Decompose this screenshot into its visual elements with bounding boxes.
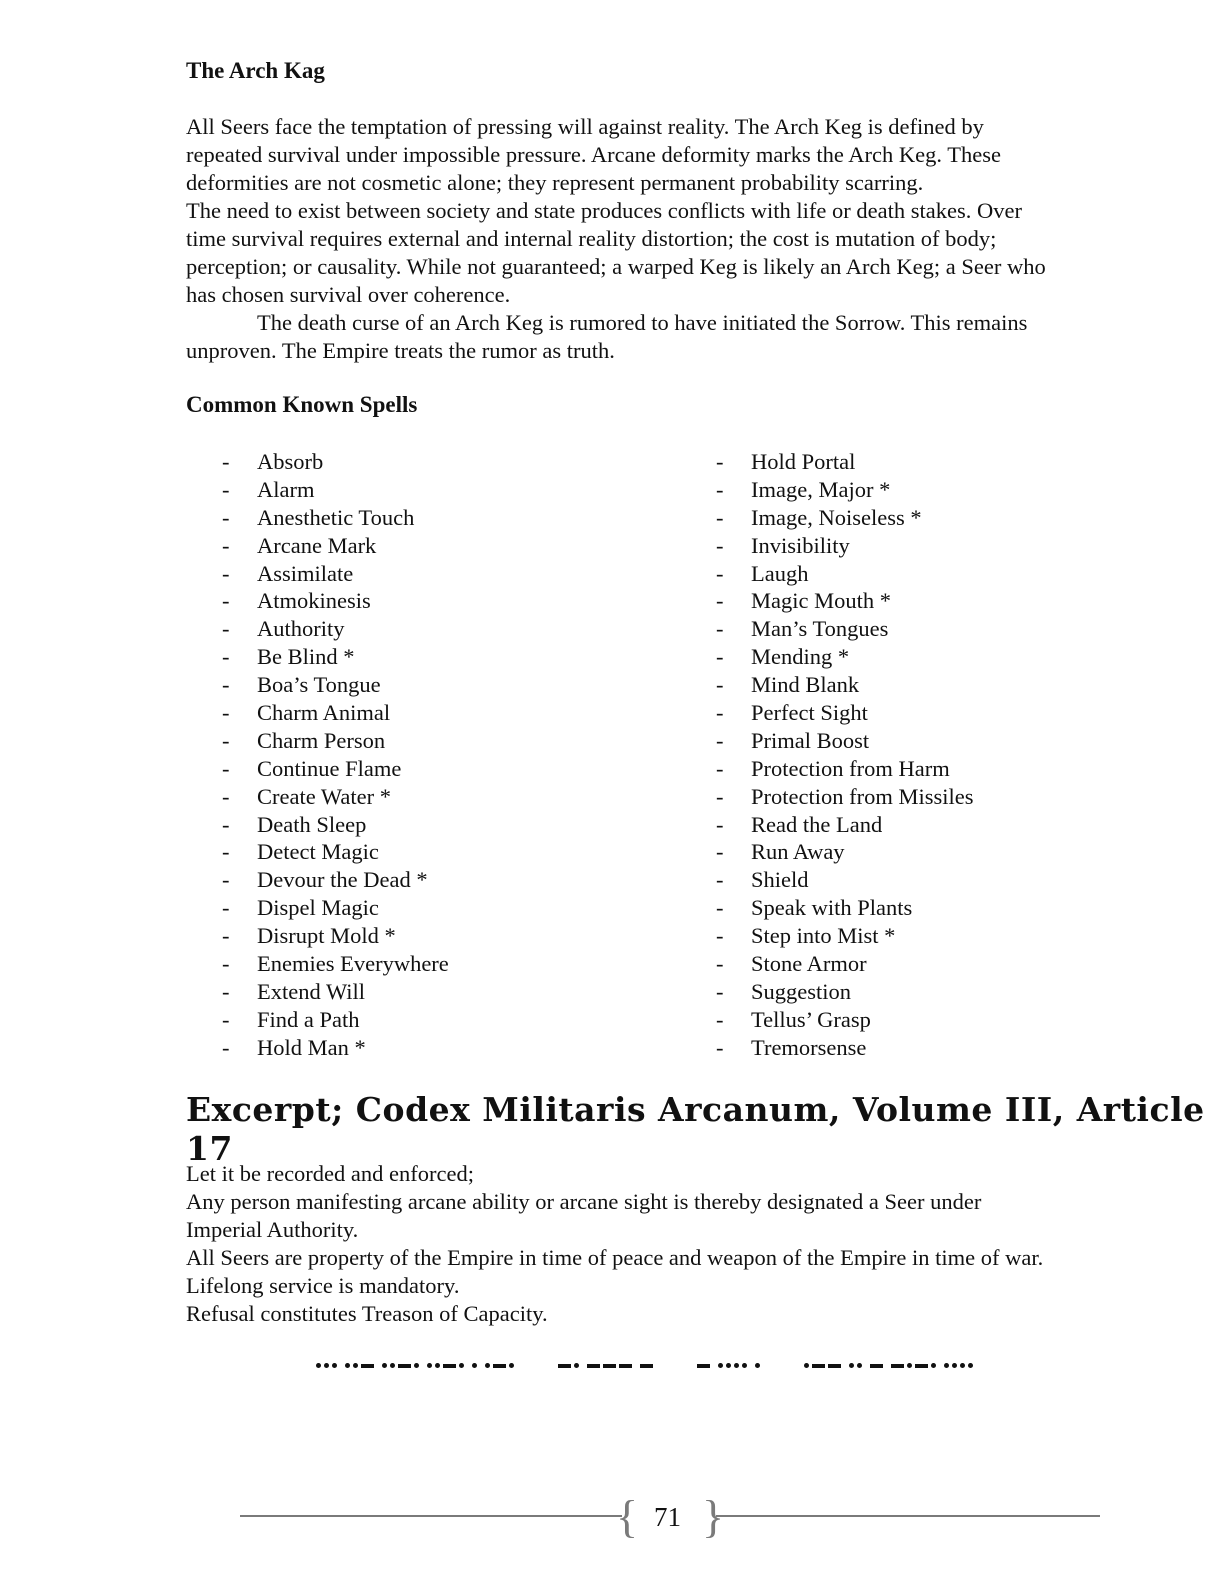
- morse-dash: [870, 1364, 883, 1368]
- bullet-dash: -: [222, 895, 230, 921]
- morse-dash: [493, 1364, 506, 1368]
- morse-letter: [382, 1363, 419, 1368]
- morse-dot: [849, 1363, 854, 1368]
- morse-dot: [718, 1363, 723, 1368]
- bullet-dash: -: [222, 951, 230, 977]
- bullet-dash: -: [716, 504, 724, 530]
- spell-name: Detect Magic: [257, 839, 379, 865]
- morse-letter: [891, 1363, 936, 1368]
- text-line: has chosen survival over coherence.: [186, 282, 511, 307]
- morse-letter: [718, 1363, 747, 1368]
- morse-dash: [603, 1364, 616, 1368]
- morse-dot: [427, 1363, 432, 1368]
- text-line: All Seers face the temptation of pressing will against reality. The Arch Keg is defined by: [186, 114, 984, 139]
- spell-name: Image, Major *: [751, 476, 891, 502]
- morse-letter: [697, 1363, 710, 1368]
- morse-dash: [398, 1364, 411, 1368]
- bullet-dash: -: [716, 783, 724, 809]
- bullet-dash: -: [222, 672, 230, 698]
- excerpt-title: Excerpt; Codex Militaris Arcanum, Volume III, Article 17: [186, 1090, 1205, 1168]
- morse-dot: [332, 1363, 337, 1368]
- morse-dash: [587, 1364, 600, 1368]
- morse-dot: [435, 1363, 440, 1368]
- spell-name: Protection from Harm: [751, 755, 950, 781]
- morse-dot: [907, 1363, 912, 1368]
- spell-name: Find a Path: [257, 1006, 360, 1032]
- spell-name: Mending *: [751, 644, 850, 670]
- bullet-dash: -: [716, 532, 724, 558]
- bullet-dash: -: [716, 1034, 724, 1060]
- text-line: perception; or causality. While not guaranteed; a warped Keg is likely an Arch Keg; a Seer who: [186, 254, 1046, 279]
- bullet-dash: -: [222, 1006, 230, 1032]
- bullet-dash: -: [716, 978, 724, 1004]
- text-line: Imperial Authority.: [186, 1217, 359, 1242]
- morse-dot: [960, 1363, 965, 1368]
- bullet-dash: -: [716, 1006, 724, 1032]
- bullet-dash: -: [222, 532, 230, 558]
- bullet-dash: -: [222, 978, 230, 1004]
- text-line: time survival requires external and internal reality distortion; the cost is mutation of body;: [186, 226, 997, 251]
- arch-keg-paragraph-1: [186, 113, 1046, 365]
- spell-name: Protection from Missiles: [751, 783, 974, 809]
- bullet-dash: -: [716, 644, 724, 670]
- spell-name: Stone Armor: [751, 951, 867, 977]
- morse-letter: [472, 1363, 477, 1368]
- morse-word: [697, 1363, 760, 1368]
- morse-dot: [353, 1363, 358, 1368]
- morse-dot: [472, 1363, 477, 1368]
- morse-dot: [414, 1363, 419, 1368]
- morse-dot: [316, 1363, 321, 1368]
- morse-word: [316, 1363, 514, 1368]
- morse-dot: [755, 1363, 760, 1368]
- bullet-dash: -: [222, 449, 230, 474]
- spell-name: Read the Land: [751, 811, 883, 837]
- spell-name: Perfect Sight: [751, 700, 868, 726]
- bullet-dash: -: [222, 923, 230, 949]
- spell-name: Magic Mouth *: [751, 588, 891, 614]
- text-line: Any person manifesting arcane ability or arcane sight is thereby designated a Seer under: [186, 1189, 982, 1214]
- bullet-dash: -: [222, 867, 230, 893]
- spell-name: Shield: [751, 867, 809, 893]
- spell-name: Dispel Magic: [257, 895, 379, 921]
- spell-name: Image, Noiseless *: [751, 504, 922, 530]
- bullet-dash: -: [716, 895, 724, 921]
- morse-letter: [640, 1363, 653, 1368]
- bullet-dash: -: [222, 1034, 230, 1060]
- text-line: All Seers are property of the Empire in time of peace and weapon of the Empire in time of war.: [186, 1245, 1044, 1270]
- section-title: The Arch Kag: [186, 58, 325, 83]
- spell-name: Tellus’ Grasp: [751, 1006, 871, 1032]
- bullet-dash: -: [716, 867, 724, 893]
- spell-name: Enemies Everywhere: [257, 951, 449, 977]
- spell-name: Boa’s Tongue: [257, 672, 381, 698]
- morse-dash: [640, 1364, 653, 1368]
- spell-name: Atmokinesis: [257, 588, 371, 614]
- bullet-dash: -: [716, 476, 724, 502]
- morse-dash: [828, 1364, 841, 1368]
- morse-dash: [697, 1364, 710, 1368]
- morse-dot: [509, 1363, 514, 1368]
- page-number: 71: [654, 1502, 681, 1532]
- morse-dash: [915, 1364, 928, 1368]
- text-line: Lifelong service is mandatory.: [186, 1273, 460, 1298]
- bullet-dash: -: [716, 839, 724, 865]
- morse-letter: [870, 1363, 883, 1368]
- bullet-dash: -: [716, 449, 724, 474]
- spell-name: Man’s Tongues: [751, 616, 889, 642]
- right-brace-icon: }: [702, 1491, 725, 1542]
- morse-dot: [952, 1363, 957, 1368]
- spell-name: Invisibility: [751, 532, 850, 558]
- morse-dot: [382, 1363, 387, 1368]
- spells-title: Common Known Spells: [186, 392, 418, 417]
- spell-name: Anesthetic Touch: [257, 504, 415, 530]
- spell-name: Mind Blank: [751, 672, 860, 698]
- morse-letter: [755, 1363, 760, 1368]
- bullet-dash: -: [222, 811, 230, 837]
- spell-name: Devour the Dead *: [257, 867, 428, 893]
- excerpt-text: [186, 1160, 1043, 1328]
- bullet-dash: -: [222, 616, 230, 642]
- morse-dot: [742, 1363, 747, 1368]
- morse-dot: [931, 1363, 936, 1368]
- morse-letter: [345, 1363, 374, 1368]
- spell-name: Authority: [257, 616, 345, 642]
- morse-letter: [427, 1363, 464, 1368]
- spell-name: Death Sleep: [257, 811, 367, 837]
- morse-dash: [558, 1364, 571, 1368]
- morse-dash: [443, 1364, 456, 1368]
- spell-name: Disrupt Mold *: [257, 923, 396, 949]
- spell-name: Hold Man *: [257, 1034, 366, 1060]
- spell-name: Hold Portal: [751, 449, 856, 474]
- bullet-dash: -: [716, 727, 724, 753]
- morse-dash: [361, 1364, 374, 1368]
- bullet-dash: -: [716, 616, 724, 642]
- spell-name: Be Blind *: [257, 644, 355, 670]
- spell-name: Tremorsense: [751, 1034, 867, 1060]
- bullet-dash: -: [716, 923, 724, 949]
- morse-letter: [558, 1363, 579, 1368]
- left-brace-icon: {: [616, 1491, 639, 1542]
- bullet-dash: -: [716, 560, 724, 586]
- bullet-dash: -: [716, 672, 724, 698]
- bullet-dash: -: [222, 504, 230, 530]
- morse-dot: [726, 1363, 731, 1368]
- morse-dash: [812, 1364, 825, 1368]
- spell-name: Primal Boost: [751, 727, 870, 753]
- bullet-dash: -: [222, 700, 230, 726]
- morse-dot: [968, 1363, 973, 1368]
- morse-word: [558, 1363, 653, 1368]
- bullet-dash: -: [222, 755, 230, 781]
- spell-name: Suggestion: [751, 978, 852, 1004]
- bullet-dash: -: [716, 811, 724, 837]
- text-line: Refusal constitutes Treason of Capacity.: [186, 1301, 548, 1326]
- spell-name: Arcane Mark: [257, 532, 377, 558]
- morse-letter: [849, 1363, 862, 1368]
- spell-name: Laugh: [751, 560, 809, 586]
- morse-code-line: [316, 1363, 973, 1368]
- morse-dot: [345, 1363, 350, 1368]
- morse-letter: [804, 1363, 841, 1368]
- bullet-dash: -: [222, 476, 230, 502]
- spell-name: Charm Animal: [257, 700, 391, 726]
- morse-letter: [944, 1363, 973, 1368]
- morse-word: [804, 1363, 973, 1368]
- spell-name: Extend Will: [257, 978, 366, 1004]
- bullet-dash: -: [716, 588, 724, 614]
- morse-dot: [390, 1363, 395, 1368]
- text-line: unproven. The Empire treats the rumor as truth.: [186, 338, 615, 363]
- spell-name: Create Water *: [257, 783, 391, 809]
- text-line: The need to exist between society and state produces conflicts with life or death stakes. Over: [186, 198, 1022, 223]
- bullet-dash: -: [222, 644, 230, 670]
- spell-name: Alarm: [257, 476, 315, 502]
- bullet-dash: -: [222, 588, 230, 614]
- spell-name: Assimilate: [257, 560, 354, 586]
- text-line: Let it be recorded and enforced;: [186, 1161, 474, 1186]
- spell-name: Charm Person: [257, 727, 386, 753]
- bullet-dash: -: [222, 560, 230, 586]
- morse-dot: [734, 1363, 739, 1368]
- bullet-dash: -: [222, 727, 230, 753]
- text-line: deformities are not cosmetic alone; they represent permanent probability scarring.: [186, 170, 924, 195]
- morse-letter: [587, 1363, 632, 1368]
- spell-name: Speak with Plants: [751, 895, 913, 921]
- text-line: The death curse of an Arch Keg is rumored to have initiated the Sorrow. This remains: [257, 310, 1028, 335]
- bullet-dash: -: [716, 700, 724, 726]
- morse-letter: [316, 1363, 337, 1368]
- morse-letter: [485, 1363, 514, 1368]
- bullet-dash: -: [222, 839, 230, 865]
- text-line: repeated survival under impossible pressure. Arcane deformity marks the Arch Keg. These: [186, 142, 1001, 167]
- morse-dash: [619, 1364, 632, 1368]
- morse-dot: [574, 1363, 579, 1368]
- morse-dot: [944, 1363, 949, 1368]
- bullet-dash: -: [222, 783, 230, 809]
- morse-dot: [324, 1363, 329, 1368]
- spell-name: Absorb: [257, 449, 324, 474]
- morse-dot: [804, 1363, 809, 1368]
- bullet-dash: -: [716, 951, 724, 977]
- morse-dot: [459, 1363, 464, 1368]
- morse-dash: [891, 1364, 904, 1368]
- morse-dot: [485, 1363, 490, 1368]
- footer-rule-left: [240, 1515, 622, 1517]
- bullet-dash: -: [716, 755, 724, 781]
- morse-dot: [857, 1363, 862, 1368]
- spell-name: Step into Mist *: [751, 923, 896, 949]
- footer-rule-right: [716, 1515, 1100, 1517]
- spell-name: Continue Flame: [257, 755, 402, 781]
- spell-name: Run Away: [751, 839, 845, 865]
